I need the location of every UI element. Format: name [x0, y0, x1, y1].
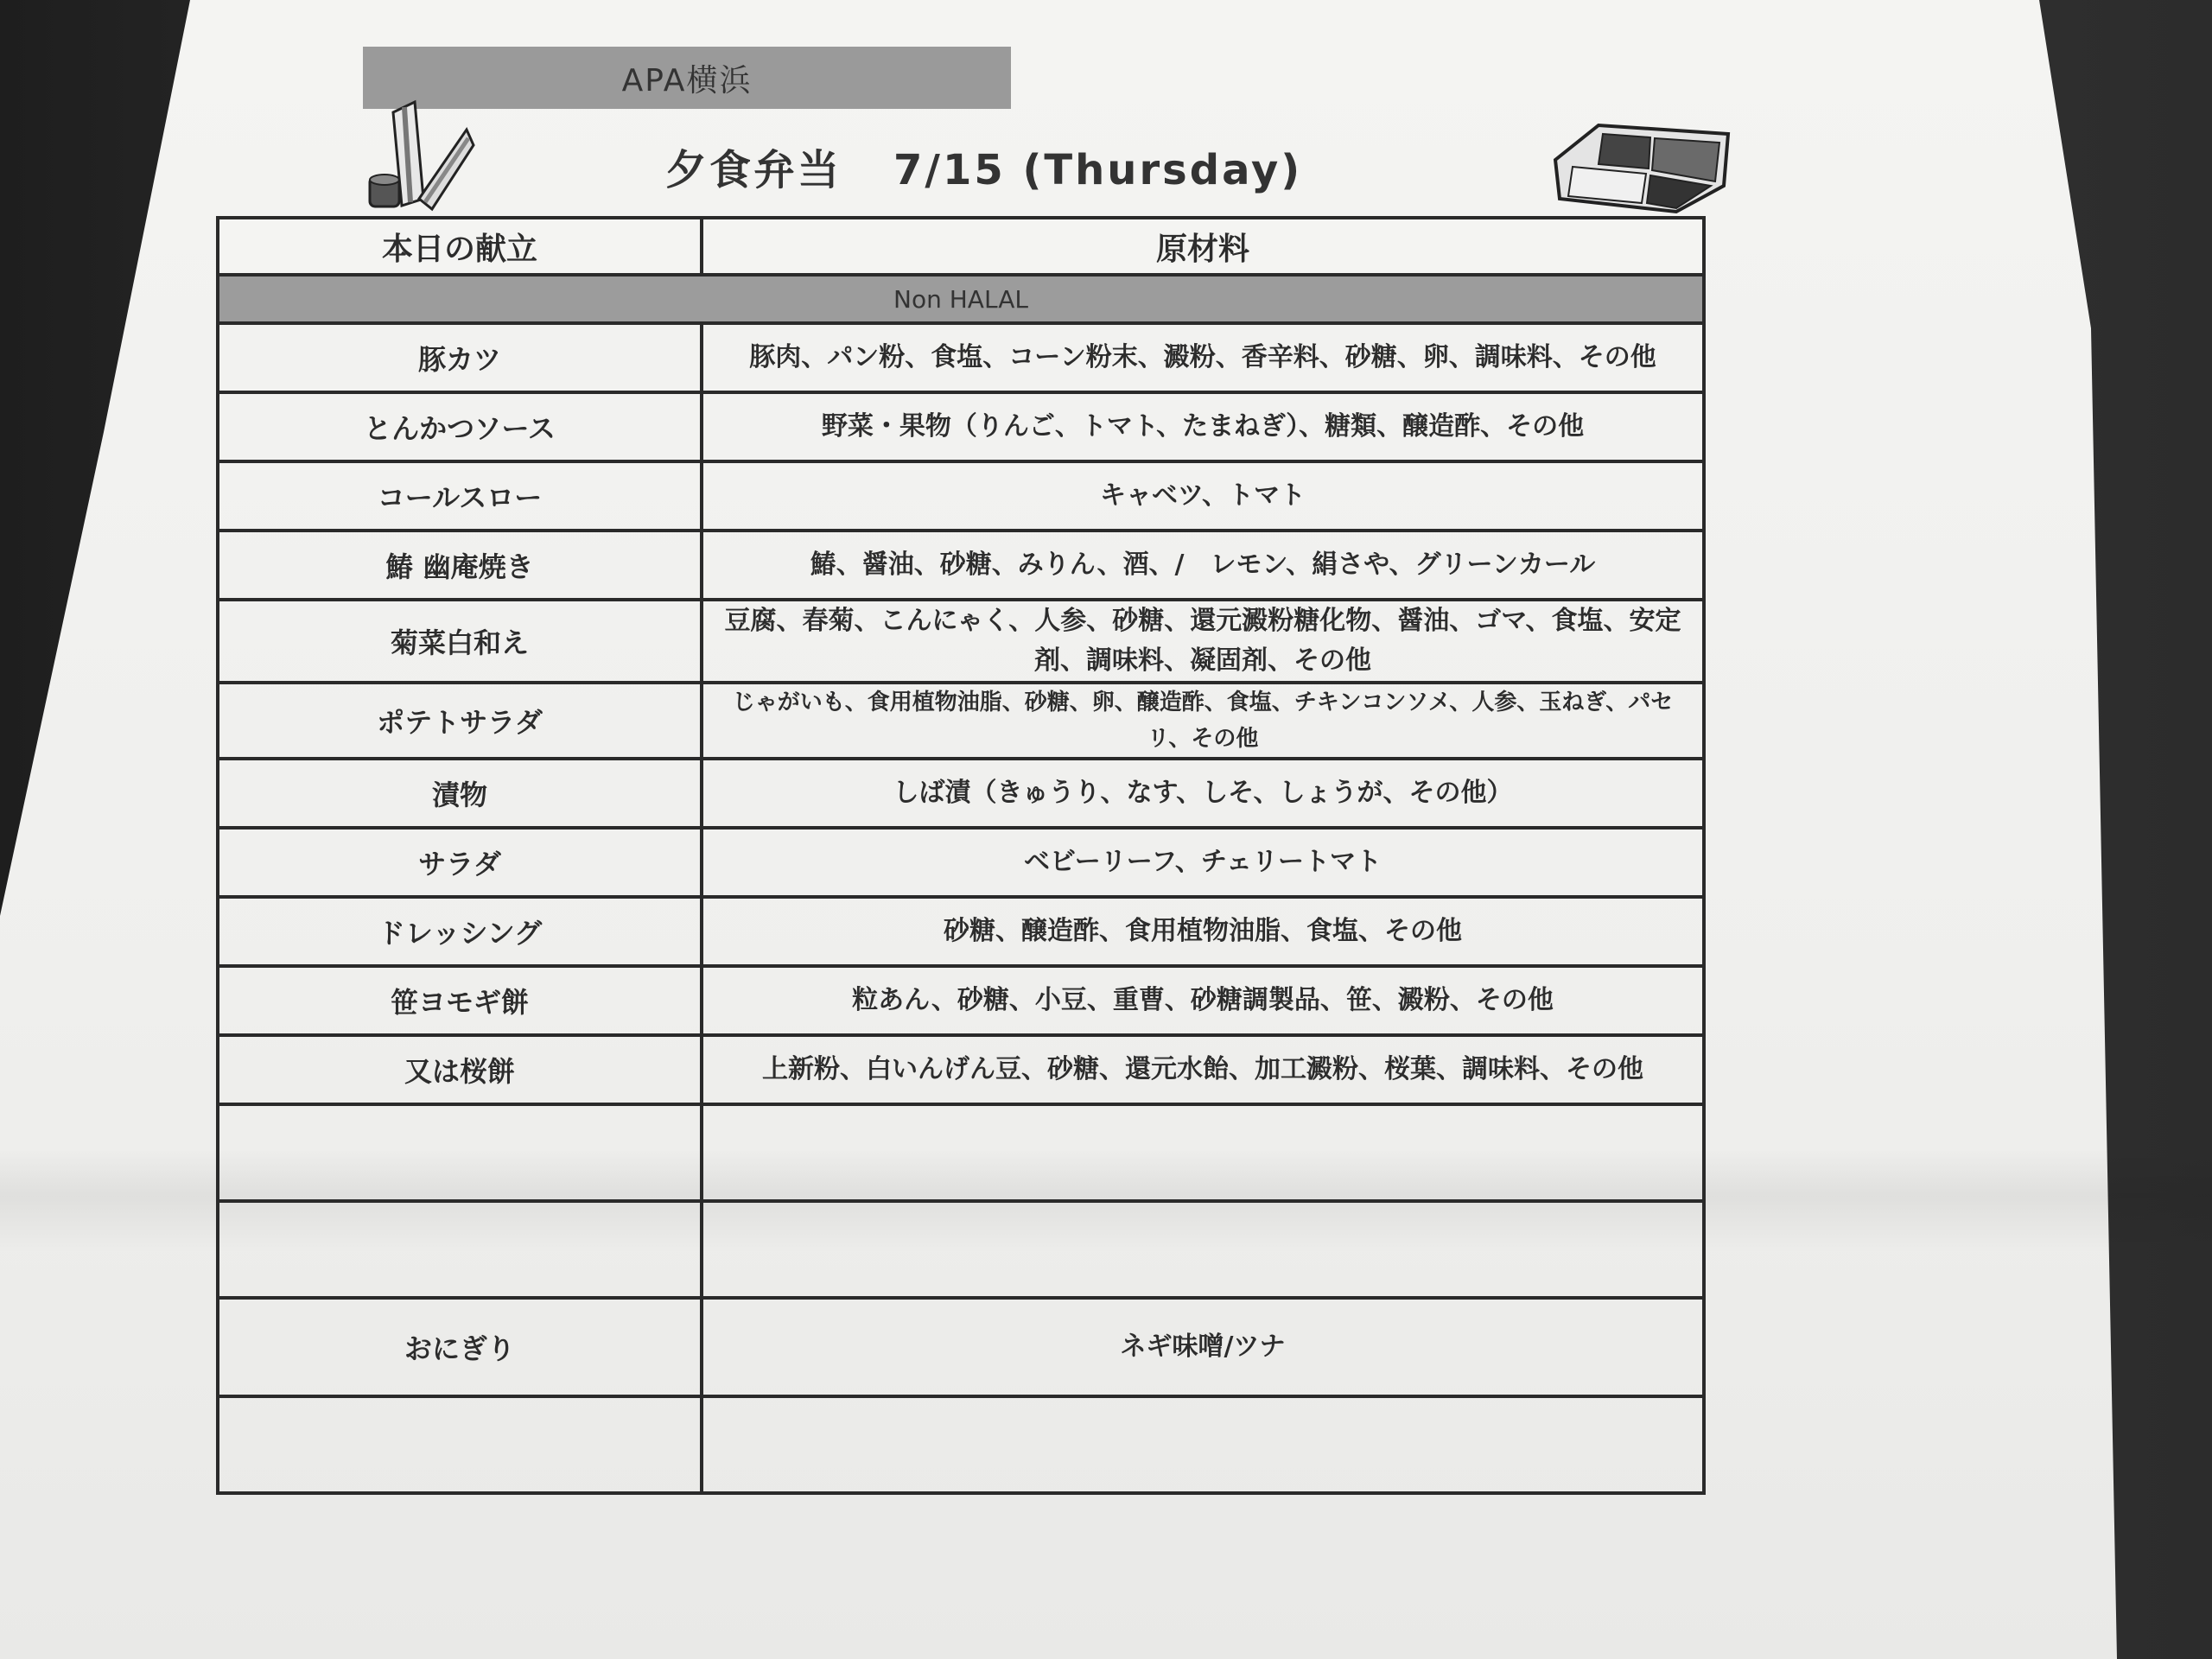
empty-cell [702, 1201, 1704, 1298]
ingredients-cell: しば漬（きゅうり、なす、しそ、しょうが、その他） [702, 759, 1704, 828]
bento-box-illustration [1547, 117, 1737, 220]
menu-item: ポテトサラダ [218, 683, 702, 759]
empty-cell [218, 1201, 702, 1298]
onigiri-row [218, 1298, 1704, 1396]
ingredients-cell: 粒あん、砂糖、小豆、重曹、砂糖調製品、笹、澱粉、その他 [702, 966, 1704, 1035]
empty-cell [218, 1396, 702, 1493]
table-row [218, 600, 1704, 683]
page-title [665, 137, 1443, 196]
menu-item: 漬物 [218, 759, 702, 828]
menu-item: とんかつソース [218, 392, 702, 461]
ingredients-cell: 豆腐、春菊、こんにゃく、人参、砂糖、還元澱粉糖化物、醤油、ゴマ、食塩、安定剤、調味料、凝固剤、その他 [702, 600, 1704, 683]
menu-item: 菊菜白和え [218, 600, 702, 683]
menu-item: サラダ [218, 828, 702, 897]
table-row [218, 828, 1704, 897]
ingredients-cell: じゃがいも、食用植物油脂、砂糖、卵、醸造酢、食塩、チキンコンソメ、人参、玉ねぎ、パセリ、その他 [702, 683, 1704, 759]
table-row [218, 323, 1704, 392]
menu-item: ドレッシング [218, 897, 702, 966]
ingredients-cell: 豚肉、パン粉、食塩、コーン粉末、澱粉、香辛料、砂糖、卵、調味料、その他 [702, 323, 1704, 392]
empty-cell [702, 1104, 1704, 1201]
store-label: APA横浜 [363, 47, 1011, 109]
category-label: Non HALAL [218, 275, 1704, 323]
empty-table-row [218, 1201, 1704, 1298]
menu-item: コールスロー [218, 461, 702, 531]
empty-cell [702, 1396, 1704, 1493]
menu-sheet [130, 35, 2100, 1659]
table-row [218, 759, 1704, 828]
table-row [218, 966, 1704, 1035]
ingredients-cell: 鰆、醤油、砂糖、みりん、酒、/ レモン、絹さや、グリーンカール [702, 531, 1704, 600]
sandwich-illustration [363, 95, 475, 216]
empty-table-row [218, 1396, 1704, 1493]
ingredients-column-header: 原材料 [702, 218, 1704, 275]
table-row [218, 897, 1704, 966]
empty-table-row [218, 1104, 1704, 1201]
menu-item: 笹ヨモギ餅 [218, 966, 702, 1035]
menu-item: 豚カツ [218, 323, 702, 392]
menu-item-onigiri: おにぎり [218, 1298, 702, 1396]
table-header-row [218, 218, 1704, 275]
ingredients-cell-onigiri: ネギ味噌/ツナ [702, 1298, 1704, 1396]
menu-item: 鰆 幽庵焼き [218, 531, 702, 600]
empty-cell [218, 1104, 702, 1201]
ingredients-cell: 上新粉、白いんげん豆、砂糖、還元水飴、加工澱粉、桜葉、調味料、その他 [702, 1035, 1704, 1104]
table-row [218, 531, 1704, 600]
ingredients-cell: 野菜・果物（りんご、トマト、たまねぎ）、糖類、醸造酢、その他 [702, 392, 1704, 461]
meal-date: 7/15 (Thursday) [893, 146, 1303, 194]
table-row [218, 683, 1704, 759]
menu-item: 又は桜餅 [218, 1035, 702, 1104]
category-row [218, 275, 1704, 323]
meal-title: 夕食弁当 [665, 146, 842, 194]
table-row [218, 392, 1704, 461]
table-row [218, 1035, 1704, 1104]
menu-table [216, 216, 1706, 1495]
ingredients-cell: ベビーリーフ、チェリートマト [702, 828, 1704, 897]
ingredients-cell: 砂糖、醸造酢、食用植物油脂、食塩、その他 [702, 897, 1704, 966]
ingredients-cell: キャベツ、トマト [702, 461, 1704, 531]
menu-column-header: 本日の献立 [218, 218, 702, 275]
table-row [218, 461, 1704, 531]
